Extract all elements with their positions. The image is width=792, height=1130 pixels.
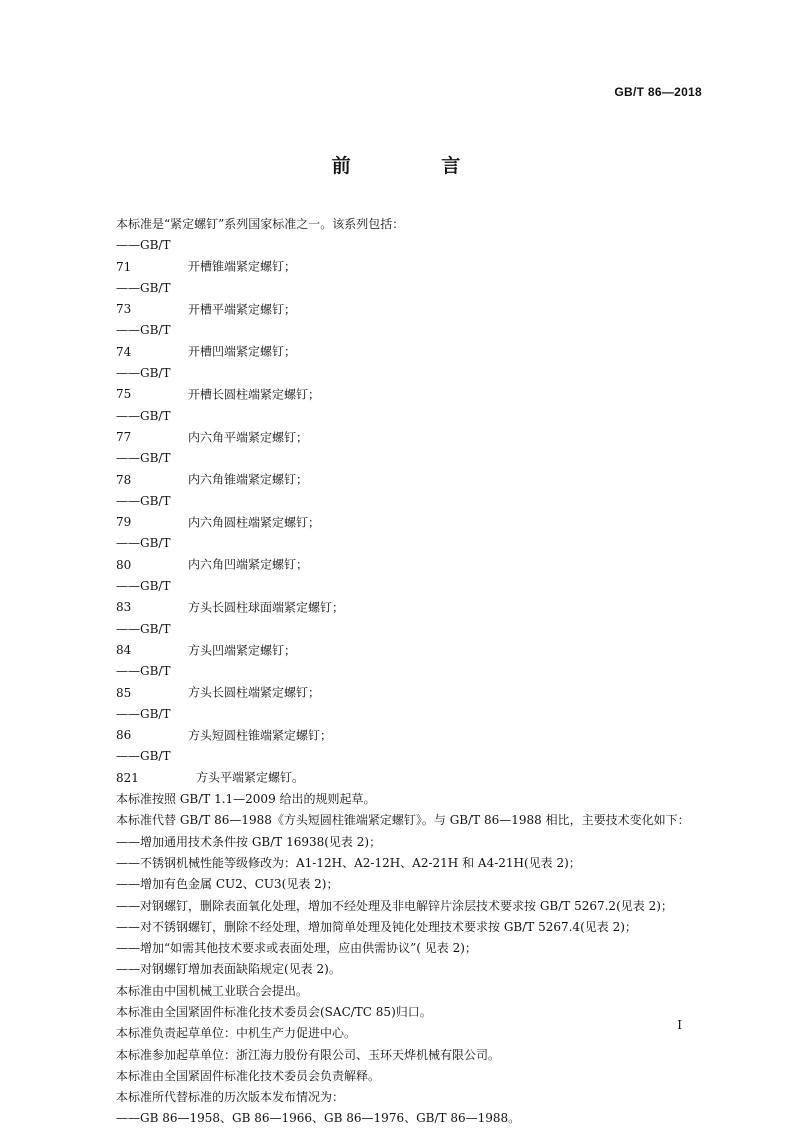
- list-item: ——增加“如需其他技术要求或表面处理，应由供需协议”( 见表 2)；: [116, 941, 477, 956]
- standard-number: ——GB/T 75: [116, 366, 171, 402]
- list-item: [90, 619, 704, 662]
- list-item: [90, 533, 704, 576]
- list-item: [90, 576, 704, 619]
- list-item: [90, 746, 704, 789]
- statement-paragraph: 本标准所代替标准的历次版本发布情况为：: [116, 1090, 345, 1105]
- standard-name: 内六角锥端紧定螺钉；: [188, 472, 309, 487]
- standard-name: 方头平端紧定螺钉。: [196, 770, 305, 785]
- standard-number: ——GB/T 86: [116, 706, 171, 743]
- statement-paragraph: 本标准负责起草单位：中机生产力促进中心。: [116, 1026, 357, 1041]
- list-item: [90, 406, 704, 449]
- standard-name: 开槽长圆柱端紧定螺钉；: [188, 387, 321, 402]
- list-item: ——对钢螺钉增加表面缺陷规定(见表 2)。: [116, 962, 341, 977]
- standard-number: ——GB/T 85: [116, 664, 171, 700]
- list-item: ——不锈钢机械性能等级修改为：A1-12H、A2-12H、A2-21H 和 A4-21H(见表 2)；: [116, 855, 581, 870]
- standard-number: ——GB/T 84: [116, 621, 171, 657]
- list-item: [90, 491, 704, 534]
- standard-name: 内六角平端紧定螺钉；: [188, 429, 309, 444]
- standard-name: 方头长圆柱球面端紧定螺钉；: [188, 600, 345, 615]
- standard-number: ——GB/T 80: [116, 536, 171, 572]
- standard-number: ——GB/T 821: [116, 749, 171, 785]
- history-list-item: ——GB 86—1958、GB 86—1966、GB 86—1976、GB/T 86—1988。: [116, 1111, 521, 1126]
- standard-name: 开槽平端紧定螺钉；: [188, 302, 297, 317]
- list-item: [90, 704, 704, 747]
- drafting-rule-paragraph: 本标准按照 GB/T 1.1—2009 给出的规则起草。: [116, 792, 376, 807]
- standard-number: ——GB/T 79: [116, 493, 171, 530]
- standard-name: 内六角凹端紧定螺钉；: [188, 557, 309, 572]
- standard-name: 内六角圆柱端紧定螺钉；: [188, 515, 321, 530]
- statement-paragraph: 本标准由全国紧固件标准化技术委员会负责解释。: [116, 1068, 381, 1083]
- standard-name: 开槽锥端紧定螺钉；: [188, 259, 297, 274]
- list-item: ——增加有色金属 CU2、CU3(见表 2)；: [116, 877, 339, 892]
- changes-list: [90, 832, 704, 981]
- standard-code: GB/T 86—2018: [614, 85, 702, 99]
- list-item: [90, 448, 704, 491]
- list-item: [90, 363, 704, 406]
- statement-paragraph: 本标准由中国机械工业联合会提出。: [116, 983, 309, 998]
- page-number: I: [677, 1018, 682, 1032]
- standard-number: ——GB/T 83: [116, 579, 171, 615]
- list-item: [90, 235, 704, 278]
- replaces-paragraph: 本标准代替 GB/T 86—1988《方头短圆柱锥端紧定螺钉》。与 GB/T 86—1988 相比，主要技术变化如下：: [116, 813, 690, 828]
- intro-paragraph: 本标准是“紧定螺钉”系列国家标准之一。该系列包括：: [116, 217, 405, 231]
- list-item: ——对钢螺钉，删除表面氧化处理，增加不经处理及非电解锌片涂层技术要求按 GB/T 5267.2(见表 2)；: [116, 898, 673, 913]
- standard-number: ——GB/T 77: [116, 408, 171, 444]
- statement-paragraph: 本标准参加起草单位：浙江海力股份有限公司、玉环天烨机械有限公司。: [116, 1047, 501, 1062]
- standard-name: 方头长圆柱端紧定螺钉；: [188, 685, 321, 700]
- standard-number: ——GB/T 78: [116, 451, 171, 487]
- standard-name: 开槽凹端紧定螺钉；: [188, 344, 297, 359]
- statement-paragraph: 本标准由全国紧固件标准化技术委员会(SAC/TC 85)归口。: [116, 1004, 432, 1019]
- standard-number: ——GB/T 74: [116, 323, 171, 359]
- document-body: [90, 214, 704, 1130]
- standard-name: 方头短圆柱锥端紧定螺钉；: [188, 728, 333, 743]
- standard-name: 方头凹端紧定螺钉；: [188, 642, 297, 657]
- standard-number: ——GB/T 73: [116, 280, 171, 317]
- list-item: [90, 278, 704, 321]
- page-title: 前 言: [331, 155, 503, 177]
- list-item: [90, 320, 704, 363]
- list-item: ——增加通用技术条件按 GB/T 16938(见表 2)；: [116, 834, 382, 849]
- list-item: [90, 661, 704, 704]
- series-list: [90, 235, 704, 789]
- standard-number: ——GB/T 71: [116, 238, 171, 274]
- list-item: ——对不锈钢螺钉，删除不经处理，增加简单处理及钝化处理技术要求按 GB/T 5267.4(见表 2)；: [116, 919, 637, 934]
